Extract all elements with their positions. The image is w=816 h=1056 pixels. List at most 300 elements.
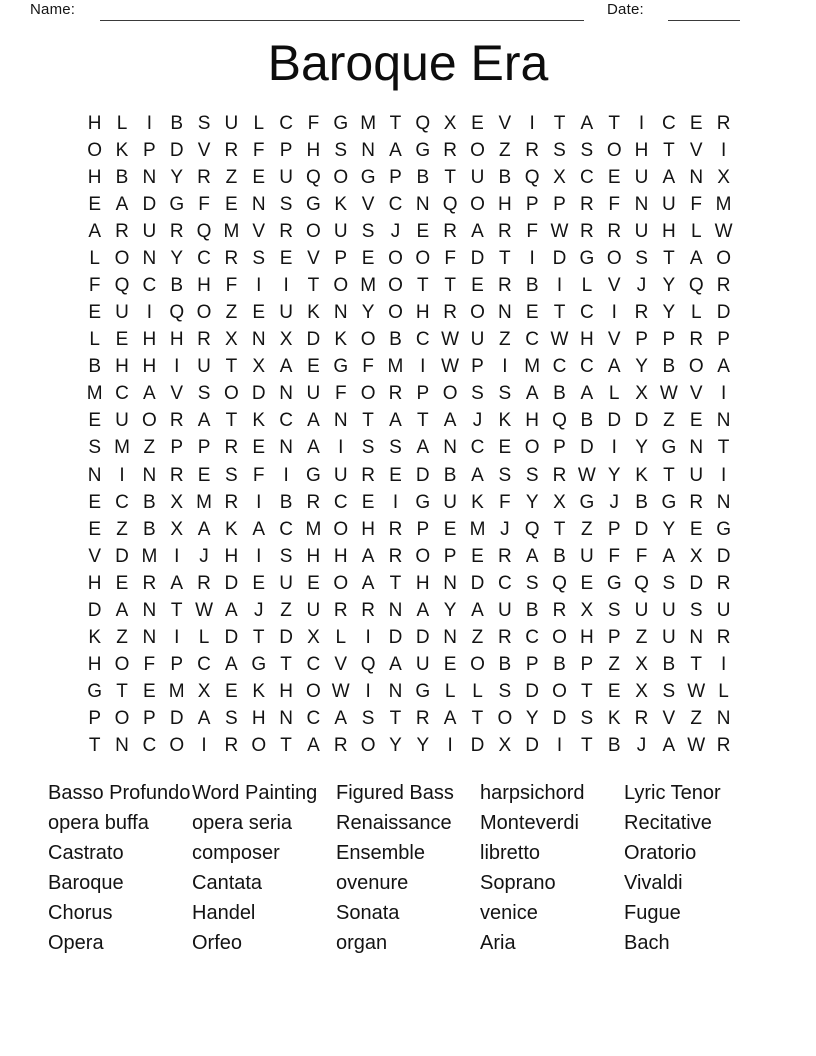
grid-cell: T bbox=[499, 247, 511, 269]
grid-cell: N bbox=[87, 464, 102, 486]
grid-cell: Q bbox=[442, 193, 458, 215]
grid-cell: V bbox=[197, 139, 211, 161]
grid-cell: U bbox=[306, 599, 321, 621]
grid-cell: Y bbox=[389, 735, 402, 757]
grid-cell: A bbox=[170, 572, 184, 594]
grid-cell: I bbox=[365, 681, 371, 703]
grid-cell: W bbox=[577, 464, 596, 486]
grid-cell: Q bbox=[524, 518, 540, 540]
grid-cell: S bbox=[471, 383, 484, 405]
grid-cell: H bbox=[142, 356, 157, 378]
grid-cell: I bbox=[256, 545, 262, 567]
grid-cell: O bbox=[470, 302, 485, 324]
grid-cell: U bbox=[415, 654, 430, 676]
grid-cell: T bbox=[389, 572, 402, 594]
grid-cell: V bbox=[689, 383, 703, 405]
grid-cell: A bbox=[307, 735, 320, 757]
grid-cell: B bbox=[553, 654, 566, 676]
grid-cell: B bbox=[143, 491, 156, 513]
grid-cell: E bbox=[443, 654, 457, 676]
grid-cell: H bbox=[87, 654, 102, 676]
grid-cell: I bbox=[201, 735, 207, 757]
grid-cell: A bbox=[279, 356, 293, 378]
name-label: Name: bbox=[30, 1, 76, 18]
grid-cell: D bbox=[415, 627, 430, 649]
grid-cell: R bbox=[279, 220, 293, 242]
grid-cell: R bbox=[197, 572, 211, 594]
grid-cell: N bbox=[361, 139, 375, 161]
grid-cell: E bbox=[361, 247, 375, 269]
grid-cell: T bbox=[581, 735, 593, 757]
date-blank-line bbox=[668, 5, 740, 21]
grid-cell: P bbox=[525, 654, 539, 676]
grid-cell: E bbox=[498, 437, 512, 459]
grid-cell: O bbox=[224, 383, 239, 405]
grid-cell: P bbox=[143, 708, 156, 730]
grid-cell: N bbox=[142, 464, 157, 486]
grid-cell: C bbox=[306, 654, 321, 676]
grid-cell: S bbox=[662, 572, 676, 594]
grid-cell: X bbox=[279, 329, 293, 351]
grid-cell: C bbox=[333, 491, 348, 513]
grid-cell: A bbox=[143, 383, 156, 405]
grid-cell: H bbox=[142, 329, 157, 351]
grid-cell: N bbox=[142, 166, 157, 188]
grid-cell: A bbox=[225, 654, 238, 676]
grid-cell: R bbox=[224, 491, 239, 513]
grid-cell: Q bbox=[114, 275, 130, 296]
grid-cell: Y bbox=[662, 302, 676, 324]
grid-cell: O bbox=[442, 383, 458, 405]
grid-cell: O bbox=[415, 545, 431, 567]
grid-cell: R bbox=[497, 545, 512, 567]
grid-cell: B bbox=[553, 383, 566, 405]
grid-cell: D bbox=[689, 572, 704, 594]
grid-cell: I bbox=[529, 247, 535, 269]
grid-cell: W bbox=[550, 329, 569, 351]
grid-cell: A bbox=[416, 437, 430, 459]
grid-cell: O bbox=[606, 247, 622, 269]
grid-cell: B bbox=[279, 491, 293, 513]
grid-cell: E bbox=[279, 247, 293, 269]
grid-cell: B bbox=[580, 410, 594, 432]
grid-cell: P bbox=[143, 139, 156, 161]
grid-cell: F bbox=[225, 275, 238, 296]
grid-cell: G bbox=[360, 166, 376, 188]
grid-cell: L bbox=[690, 220, 702, 242]
grid-cell: A bbox=[307, 410, 320, 432]
grid-cell: C bbox=[142, 275, 157, 296]
word-list-item: Vivaldi bbox=[624, 871, 683, 894]
grid-cell: O bbox=[306, 681, 321, 703]
grid-cell: O bbox=[87, 139, 103, 161]
grid-cell: L bbox=[116, 112, 128, 134]
grid-cell: W bbox=[714, 220, 733, 242]
grid-cell: Q bbox=[552, 410, 567, 432]
grid-cell: T bbox=[690, 654, 703, 676]
page-title: Baroque Era bbox=[267, 35, 549, 91]
grid-cell: B bbox=[498, 654, 512, 676]
grid-cell: G bbox=[333, 112, 349, 134]
grid-cell: R bbox=[552, 599, 567, 621]
grid-cell: Y bbox=[662, 518, 676, 540]
grid-cell: S bbox=[525, 464, 539, 486]
grid-cell: R bbox=[415, 708, 430, 730]
grid-cell: D bbox=[716, 302, 731, 324]
grid-cell: K bbox=[635, 464, 648, 486]
word-list-item: venice bbox=[480, 901, 538, 924]
grid-cell: K bbox=[115, 139, 129, 161]
grid-cell: P bbox=[389, 166, 402, 188]
grid-cell: S bbox=[498, 383, 512, 405]
grid-cell: A bbox=[307, 437, 320, 459]
grid-cell: B bbox=[170, 112, 184, 134]
grid-cell: J bbox=[609, 491, 619, 513]
grid-cell: E bbox=[143, 681, 156, 703]
grid-cell: A bbox=[662, 545, 676, 567]
grid-cell: R bbox=[197, 166, 211, 188]
grid-cell: B bbox=[498, 166, 512, 188]
grid-cell: S bbox=[225, 708, 238, 730]
grid-cell: K bbox=[334, 193, 348, 215]
grid-cell: F bbox=[499, 491, 511, 513]
grid-cell: O bbox=[688, 356, 704, 378]
grid-cell: O bbox=[141, 410, 157, 432]
grid-cell: D bbox=[224, 572, 239, 594]
word-search-grid bbox=[81, 110, 737, 760]
grid-cell: T bbox=[389, 708, 402, 730]
grid-cell: G bbox=[306, 464, 321, 486]
grid-cell: D bbox=[470, 247, 485, 269]
grid-cell: X bbox=[689, 545, 703, 567]
grid-cell: E bbox=[580, 572, 594, 594]
grid-cell: E bbox=[443, 518, 457, 540]
grid-cell: C bbox=[279, 410, 293, 432]
word-list-item: libretto bbox=[480, 841, 541, 864]
grid-cell: Y bbox=[525, 491, 539, 513]
grid-cell: I bbox=[392, 491, 399, 513]
grid-cell: D bbox=[87, 599, 102, 621]
grid-cell: U bbox=[634, 220, 649, 242]
grid-cell: R bbox=[716, 627, 731, 649]
grid-cell: E bbox=[607, 166, 621, 188]
grid-cell: T bbox=[280, 735, 292, 757]
grid-cell: M bbox=[305, 518, 322, 540]
word-list-column bbox=[624, 779, 768, 958]
grid-cell: Y bbox=[416, 735, 430, 757]
grid-cell: A bbox=[471, 599, 484, 621]
grid-cell: G bbox=[606, 572, 622, 594]
grid-cell: M bbox=[141, 545, 158, 567]
grid-cell: N bbox=[388, 681, 403, 703]
grid-cell: A bbox=[416, 599, 430, 621]
grid-cell: R bbox=[716, 735, 731, 757]
grid-cell: N bbox=[689, 166, 704, 188]
word-list-item: Ensemble bbox=[336, 841, 425, 864]
grid-cell: S bbox=[334, 139, 348, 161]
grid-cell: F bbox=[143, 654, 156, 676]
grid-cell: N bbox=[634, 193, 649, 215]
grid-cell: U bbox=[333, 220, 348, 242]
grid-cell: U bbox=[579, 545, 594, 567]
grid-cell: U bbox=[470, 166, 485, 188]
word-list-item: Cantata bbox=[192, 871, 263, 894]
grid-cell: O bbox=[114, 708, 130, 730]
grid-cell: T bbox=[444, 275, 456, 296]
word-list-item: Monteverdi bbox=[480, 811, 579, 834]
word-list-item: opera seria bbox=[192, 811, 293, 834]
grid-cell: H bbox=[634, 139, 649, 161]
grid-cell: R bbox=[443, 139, 457, 161]
grid-cell: P bbox=[717, 329, 730, 351]
word-list-item: Figured Bass bbox=[336, 782, 454, 804]
grid-cell: M bbox=[86, 383, 103, 405]
grid-cell: G bbox=[579, 491, 595, 513]
grid-cell: I bbox=[119, 464, 125, 486]
grid-cell: V bbox=[307, 247, 320, 269]
grid-cell: U bbox=[497, 599, 512, 621]
word-list-item: Basso Profundo bbox=[48, 782, 191, 804]
grid-cell: B bbox=[525, 599, 539, 621]
grid-cell: N bbox=[443, 437, 457, 459]
grid-cell: L bbox=[253, 112, 265, 134]
grid-cell: O bbox=[333, 572, 349, 594]
grid-cell: S bbox=[498, 681, 512, 703]
grid-cell: V bbox=[88, 545, 102, 567]
grid-cell: A bbox=[197, 518, 211, 540]
grid-cell: L bbox=[89, 329, 100, 351]
grid-cell: A bbox=[389, 654, 402, 676]
grid-cell: O bbox=[470, 654, 485, 676]
grid-cell: A bbox=[662, 735, 676, 757]
grid-cell: I bbox=[256, 491, 262, 513]
grid-cell: Z bbox=[499, 329, 511, 351]
grid-cell: Z bbox=[280, 599, 292, 621]
grid-cell: V bbox=[607, 275, 621, 296]
grid-cell: A bbox=[580, 383, 594, 405]
grid-cell: N bbox=[415, 193, 430, 215]
grid-cell: T bbox=[471, 708, 484, 730]
grid-cell: X bbox=[635, 681, 648, 703]
grid-cell: N bbox=[497, 302, 512, 324]
grid-cell: L bbox=[444, 681, 456, 703]
grid-cell: W bbox=[441, 356, 460, 378]
grid-cell: K bbox=[607, 708, 621, 730]
grid-cell: D bbox=[306, 329, 321, 351]
grid-cell: P bbox=[334, 247, 348, 269]
grid-cell: R bbox=[388, 383, 403, 405]
grid-cell: V bbox=[498, 112, 512, 134]
grid-cell: O bbox=[716, 247, 731, 269]
grid-cell: E bbox=[115, 572, 129, 594]
grid-cell: F bbox=[88, 275, 101, 296]
grid-cell: I bbox=[256, 275, 262, 296]
grid-cell: E bbox=[88, 491, 102, 513]
grid-cell: J bbox=[636, 275, 647, 296]
grid-cell: A bbox=[252, 518, 266, 540]
grid-cell: R bbox=[333, 735, 348, 757]
grid-cell: X bbox=[635, 654, 648, 676]
grid-cell: R bbox=[388, 545, 403, 567]
grid-cell: X bbox=[553, 166, 566, 188]
grid-cell: Y bbox=[170, 247, 184, 269]
grid-cell: Q bbox=[634, 572, 649, 594]
grid-cell: S bbox=[580, 708, 594, 730]
grid-cell: U bbox=[662, 599, 676, 621]
grid-cell: D bbox=[716, 545, 731, 567]
grid-cell: Q bbox=[196, 220, 212, 242]
grid-cell: E bbox=[307, 356, 320, 378]
grid-cell: K bbox=[252, 410, 266, 432]
grid-cell: C bbox=[497, 572, 512, 594]
grid-cell: H bbox=[197, 275, 211, 296]
grid-cell: G bbox=[415, 681, 431, 703]
grid-cell: H bbox=[579, 627, 594, 649]
grid-cell: N bbox=[251, 193, 266, 215]
grid-cell: A bbox=[389, 139, 402, 161]
grid-cell: M bbox=[469, 518, 486, 540]
grid-cell: S bbox=[498, 464, 512, 486]
word-list-item: composer bbox=[192, 841, 280, 864]
grid-cell: C bbox=[662, 112, 676, 134]
grid-cell: D bbox=[142, 193, 157, 215]
grid-cell: T bbox=[717, 437, 730, 459]
grid-cell: P bbox=[416, 518, 430, 540]
grid-cell: E bbox=[525, 302, 539, 324]
grid-cell: E bbox=[689, 410, 703, 432]
grid-cell: R bbox=[689, 491, 704, 513]
grid-cell: U bbox=[470, 329, 485, 351]
word-list-item: Handel bbox=[192, 901, 256, 924]
grid-cell: P bbox=[553, 437, 566, 459]
grid-cell: P bbox=[662, 329, 676, 351]
word-list-item: Lyric Tenor bbox=[624, 782, 721, 804]
grid-cell: Z bbox=[690, 708, 703, 730]
grid-cell: O bbox=[333, 275, 349, 296]
grid-cell: S bbox=[279, 545, 293, 567]
word-list bbox=[48, 779, 768, 958]
grid-cell: G bbox=[661, 437, 677, 459]
grid-cell: R bbox=[716, 275, 731, 296]
word-list-item: Baroque bbox=[48, 871, 124, 894]
grid-cell: G bbox=[169, 193, 185, 215]
grid-cell: O bbox=[552, 681, 567, 703]
grid-cell: I bbox=[420, 356, 426, 378]
grid-cell: J bbox=[199, 545, 209, 567]
grid-cell: G bbox=[415, 139, 431, 161]
grid-cell: R bbox=[607, 220, 622, 242]
grid-cell: P bbox=[197, 437, 211, 459]
grid-cell: Z bbox=[116, 518, 128, 540]
grid-cell: N bbox=[279, 437, 293, 459]
grid-cell: E bbox=[689, 518, 703, 540]
grid-cell: R bbox=[361, 464, 375, 486]
grid-cell: U bbox=[689, 464, 704, 486]
word-list-item: Fugue bbox=[624, 901, 681, 924]
grid-cell: I bbox=[174, 356, 180, 378]
grid-cell: N bbox=[443, 627, 457, 649]
grid-cell: A bbox=[471, 220, 484, 242]
grid-cell: I bbox=[502, 356, 508, 378]
grid-cell: E bbox=[471, 112, 484, 134]
grid-cell: A bbox=[197, 410, 211, 432]
grid-cell: A bbox=[717, 356, 730, 378]
grid-cell: X bbox=[498, 735, 512, 757]
grid-cell: B bbox=[635, 491, 648, 513]
grid-cell: X bbox=[717, 166, 730, 188]
grid-cell: N bbox=[115, 735, 129, 757]
grid-cell: R bbox=[716, 112, 731, 134]
grid-cell: E bbox=[252, 572, 266, 594]
grid-cell: R bbox=[306, 491, 321, 513]
grid-cell: H bbox=[361, 518, 375, 540]
grid-cell: H bbox=[87, 572, 102, 594]
grid-cell: R bbox=[552, 464, 567, 486]
grid-cell: S bbox=[88, 437, 102, 459]
grid-cell: H bbox=[579, 329, 594, 351]
word-list-item: ovenure bbox=[336, 871, 409, 894]
grid-cell: T bbox=[663, 464, 675, 486]
grid-cell: Q bbox=[360, 654, 376, 676]
grid-cell: G bbox=[579, 247, 595, 269]
grid-cell: X bbox=[197, 681, 211, 703]
grid-cell: F bbox=[198, 193, 210, 215]
grid-cell: Z bbox=[116, 627, 128, 649]
grid-cell: R bbox=[333, 599, 348, 621]
word-list-item: Aria bbox=[480, 931, 516, 954]
grid-cell: E bbox=[88, 193, 102, 215]
grid-cell: R bbox=[115, 220, 129, 242]
grid-cell: R bbox=[224, 437, 239, 459]
grid-cell: I bbox=[146, 112, 152, 134]
grid-cell: A bbox=[607, 356, 621, 378]
grid-cell: B bbox=[662, 356, 676, 378]
grid-cell: S bbox=[389, 437, 402, 459]
grid-cell: J bbox=[636, 735, 647, 757]
grid-cell: P bbox=[553, 193, 566, 215]
grid-cell: D bbox=[415, 464, 430, 486]
word-list-item: Chorus bbox=[48, 901, 113, 924]
grid-cell: S bbox=[197, 383, 211, 405]
grid-cell: N bbox=[388, 599, 403, 621]
grid-cell: A bbox=[225, 599, 238, 621]
word-list-column bbox=[480, 779, 624, 958]
grid-cell: L bbox=[690, 302, 702, 324]
grid-cell: U bbox=[197, 356, 211, 378]
grid-cell: A bbox=[115, 193, 129, 215]
grid-cell: V bbox=[334, 654, 348, 676]
grid-cell: L bbox=[608, 383, 620, 405]
grid-cell: I bbox=[638, 112, 645, 134]
grid-cell: A bbox=[88, 220, 102, 242]
grid-cell: L bbox=[335, 627, 347, 649]
grid-cell: O bbox=[360, 383, 376, 405]
grid-cell: Y bbox=[635, 437, 648, 459]
grid-cell: A bbox=[443, 410, 457, 432]
grid-cell: H bbox=[415, 572, 430, 594]
grid-cell: E bbox=[115, 329, 129, 351]
grid-cell: R bbox=[634, 302, 649, 324]
grid-cell: E bbox=[389, 464, 402, 486]
grid-cell: P bbox=[279, 139, 293, 161]
grid-cell: D bbox=[470, 572, 485, 594]
grid-cell: R bbox=[169, 410, 184, 432]
grid-cell: I bbox=[283, 464, 289, 486]
grid-cell: N bbox=[333, 302, 348, 324]
grid-cell: P bbox=[607, 518, 621, 540]
grid-cell: R bbox=[689, 329, 704, 351]
grid-cell: X bbox=[225, 329, 238, 351]
